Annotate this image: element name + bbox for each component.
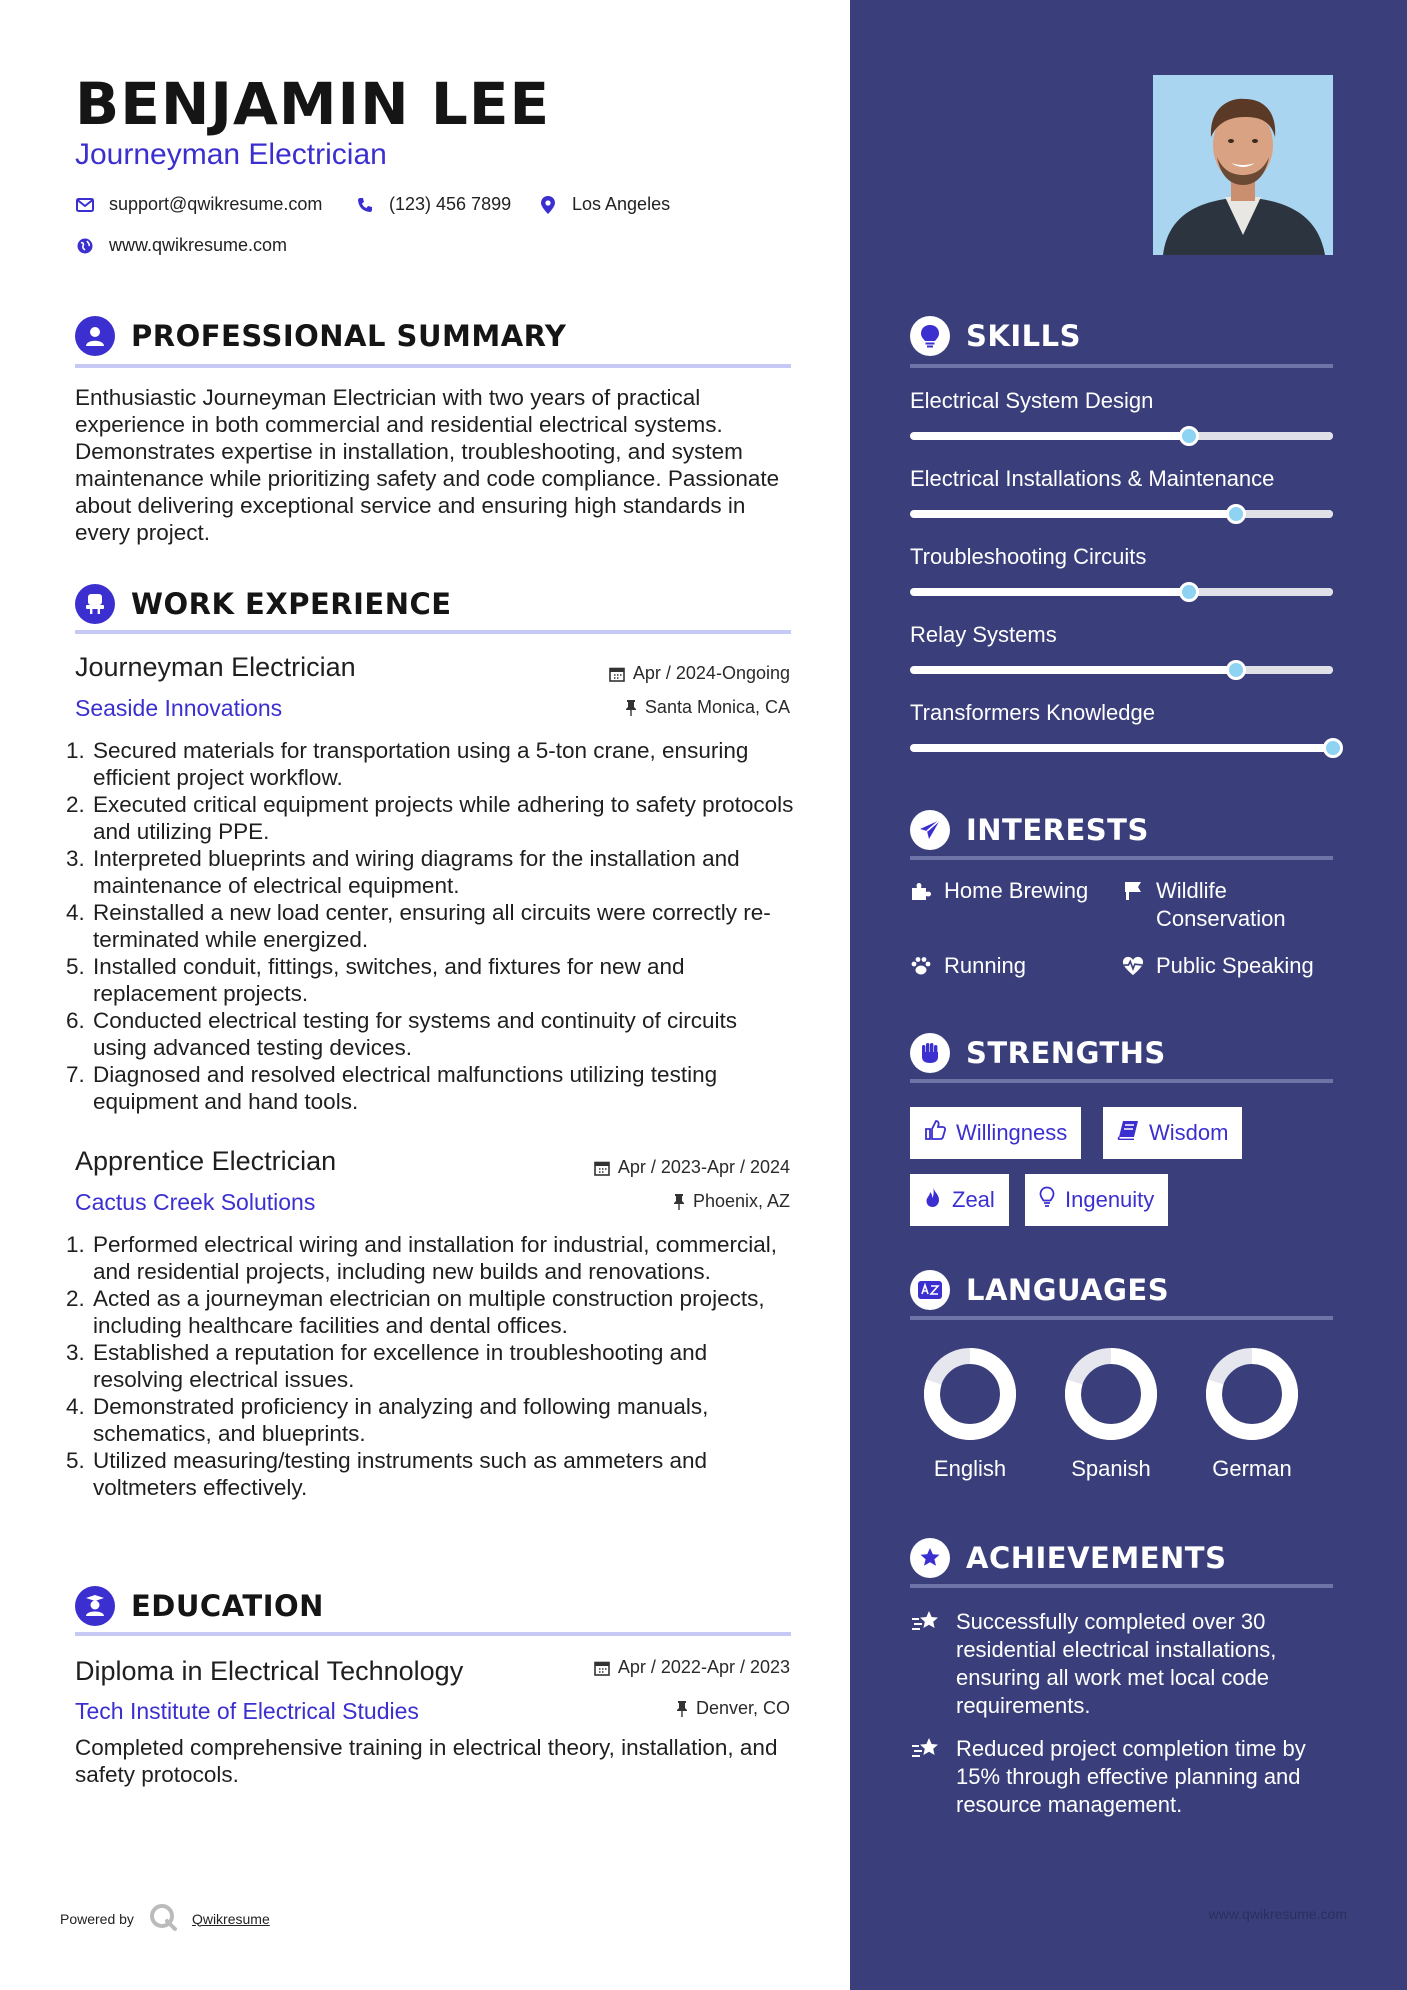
school-name: Tech Institute of Electrical Studies [75, 1698, 419, 1724]
achievement-text: Reduced project completion time by 15% through effective planning and resource management. [956, 1736, 1306, 1817]
skill-level-bar [910, 588, 1333, 596]
list-item: 2. Executed critical equipment projects while adhering to safety protocols and utilizing PPE. [66, 792, 794, 844]
powered-by [60, 1902, 270, 1935]
contact-location [538, 194, 670, 215]
experience-heading [75, 584, 452, 624]
achievement-text: Successfully completed over 30 residential electrical installations, ensuring all work met local code requirements. [956, 1609, 1277, 1718]
flame-icon [924, 1186, 942, 1214]
skills-heading [910, 316, 1081, 356]
chair-icon [75, 584, 115, 624]
qwikresume-logo-icon [148, 1902, 178, 1935]
skill-label: Electrical System Design [910, 388, 1154, 413]
translate-icon [910, 1270, 950, 1310]
paper-plane-icon [910, 810, 950, 850]
location-text: Los Angeles [572, 194, 671, 214]
education-description: Completed comprehensive training in electrical theory, installation, and safety protocols. [75, 1735, 778, 1787]
education-location [676, 1698, 790, 1719]
list-item: 5. Installed conduit, fittings, switches, and fixtures for new and replacement projects. [66, 954, 685, 1006]
candidate-name: BENJAMIN LEE [75, 70, 551, 138]
skill-level-knob [1323, 738, 1343, 758]
strength-label: Zeal [952, 1187, 995, 1212]
strength-tag [910, 1107, 1081, 1159]
strength-label: Ingenuity [1065, 1187, 1155, 1212]
interest-label: Home Brewing [944, 878, 1089, 903]
list-item: 3. Interpreted blueprints and wiring diagrams for the installation and maintenance of electrical equipment. [66, 846, 740, 898]
job-bullets [66, 1231, 796, 1501]
star-badge-icon [910, 1538, 950, 1578]
calendar-icon [594, 1160, 610, 1176]
skill-label: Electrical Installations & Maintenance [910, 466, 1275, 491]
job-dates [609, 663, 790, 684]
list-item: 1. Secured materials for transportation using a 5-ton crane, ensuring efficient project workflow. [66, 738, 749, 790]
experience-divider [75, 630, 791, 634]
lightbulb-icon [1039, 1186, 1055, 1214]
language-label: English [933, 1456, 1007, 1481]
list-item: 4. Reinstalled a new load center, ensuring all circuits were correctly re-terminated while energized. [66, 900, 771, 952]
interest-label: Public Speaking [1156, 953, 1314, 978]
education-location-text: Denver, CO [695, 1698, 790, 1718]
languages-heading [910, 1270, 1169, 1310]
profile-photo [1153, 75, 1333, 255]
languages-divider [910, 1316, 1333, 1320]
language-item [1056, 1344, 1166, 1482]
skill-bar-remainder [1189, 588, 1333, 596]
strength-tag [1025, 1174, 1168, 1226]
strength-label: Wisdom [1149, 1120, 1229, 1145]
skill-label: Transformers Knowledge [910, 700, 1155, 725]
website-text: www.qwikresume.com [109, 235, 288, 255]
contact-website[interactable] [75, 235, 287, 256]
paw-icon [910, 952, 932, 980]
job-company: Seaside Innovations [75, 695, 283, 721]
job-location [625, 697, 790, 718]
lightbulb-icon [910, 316, 950, 356]
job-title: Apprentice Electrician [75, 1146, 337, 1176]
list-item: 5. Utilized measuring/testing instruments such as ammeters and voltmeters effectively. [66, 1448, 708, 1500]
shooting-star-icon [910, 1608, 942, 1636]
experience-title: WORK EXPERIENCE [131, 587, 452, 621]
footer-url[interactable]: www.qwikresume.com [1208, 1906, 1347, 1922]
language-label: German [1212, 1456, 1292, 1481]
globe-icon [75, 236, 95, 256]
list-item: 7. Diagnosed and resolved electrical malfunctions utilizing testing equipment and hand tools. [66, 1062, 718, 1114]
language-item [915, 1344, 1025, 1482]
skill-label: Relay Systems [910, 622, 1057, 647]
language-level-ring [920, 1344, 1020, 1444]
powered-by-label: Powered by [60, 1910, 134, 1927]
flag-icon [1122, 877, 1144, 905]
achievement-item [910, 1735, 1330, 1819]
language-level-ring [1202, 1344, 1302, 1444]
job-location-text: Santa Monica, CA [644, 697, 790, 717]
graduate-icon [75, 1586, 115, 1626]
candidate-title: Journeyman Electrician [75, 138, 387, 171]
job-title: Journeyman Electrician [75, 652, 356, 682]
skills-title: SKILLS [966, 319, 1081, 353]
interest-item [910, 877, 1088, 905]
book-icon [1117, 1120, 1139, 1146]
list-item: 3. Established a reputation for excellence in troubleshooting and resolving electrical issues. [66, 1340, 708, 1392]
strengths-heading [910, 1033, 1166, 1073]
interest-label: Wildlife Conservation [1156, 878, 1286, 931]
pushpin-icon [625, 700, 637, 716]
pushpin-icon [673, 1194, 685, 1210]
skill-level-bar [910, 432, 1333, 440]
job-location-text: Phoenix, AZ [692, 1191, 790, 1211]
thumbs-up-icon [924, 1119, 946, 1147]
puzzle-icon [910, 877, 932, 905]
strengths-divider [910, 1079, 1333, 1083]
interests-heading [910, 810, 1149, 850]
strength-label: Willingness [956, 1120, 1068, 1145]
education-dates [594, 1657, 790, 1678]
achievements-heading [910, 1538, 1226, 1578]
achievement-item [910, 1608, 1330, 1720]
job-dates-text: Apr / 2023-Apr / 2024 [617, 1157, 790, 1177]
heartbeat-icon [1122, 952, 1144, 980]
skill-level-bar [910, 666, 1333, 674]
shooting-star-icon [910, 1735, 942, 1763]
interest-label: Running [944, 953, 1026, 978]
job-bullets [66, 737, 796, 1115]
job-location [673, 1191, 790, 1212]
skill-level-bar [910, 744, 1333, 752]
calendar-icon [609, 666, 625, 682]
brand-link[interactable]: Qwikresume [191, 1910, 270, 1927]
job-dates [594, 1157, 790, 1178]
envelope-icon [75, 195, 95, 215]
interests-divider [910, 856, 1333, 860]
interests-title: INTERESTS [966, 813, 1149, 847]
interest-item [1122, 952, 1314, 980]
language-label: Spanish [1071, 1456, 1151, 1481]
education-divider [75, 1632, 791, 1636]
interest-item [1122, 877, 1342, 933]
map-marker-icon [538, 195, 558, 215]
user-icon [75, 316, 115, 356]
summary-text: Enthusiastic Journeyman Electrician with two years of practical experience in both commercial and residential electrical systems. Demonstrates expertise in installation, troubleshooting, and system maintenance while prioritizing safety and code compliance. Passionate about delivering exceptional service and ensuring high standards in every project. [75, 385, 780, 545]
interest-item [910, 952, 1026, 980]
phone-text: (123) 456 7899 [389, 194, 512, 214]
summary-heading [75, 316, 566, 356]
language-level-ring [1061, 1344, 1161, 1444]
email-text: support@qwikresume.com [109, 194, 323, 214]
skill-level-knob [1226, 660, 1246, 680]
language-item [1197, 1344, 1307, 1482]
skill-label: Troubleshooting Circuits [910, 544, 1147, 569]
strengths-title: STRENGTHS [966, 1036, 1166, 1070]
phone-icon [355, 195, 375, 215]
calendar-icon [594, 1660, 610, 1676]
list-item: 6. Conducted electrical testing for systems and continuity of circuits using advanced testing devices. [66, 1008, 738, 1060]
education-title: EDUCATION [131, 1589, 324, 1623]
contact-phone[interactable] [355, 194, 511, 215]
job-dates-text: Apr / 2024-Ongoing [632, 663, 790, 683]
skills-divider [910, 364, 1333, 368]
languages-title: LANGUAGES [966, 1273, 1170, 1307]
contact-email[interactable] [75, 194, 322, 215]
achievements-title: ACHIEVEMENTS [966, 1541, 1227, 1575]
list-item: 2. Acted as a journeyman electrician on multiple construction projects, including healthcare facilities and dental offices. [66, 1286, 765, 1338]
skill-level-bar [910, 510, 1333, 518]
summary-title: PROFESSIONAL SUMMARY [131, 319, 567, 353]
strength-tag [1103, 1107, 1242, 1159]
list-item: 1. Performed electrical wiring and installation for industrial, commercial, and residential projects, including new builds and renovations. [66, 1232, 778, 1284]
summary-divider [75, 364, 791, 368]
skill-bar-remainder [1236, 510, 1333, 518]
degree-title: Diploma in Electrical Technology [75, 1656, 464, 1686]
achievements-divider [910, 1584, 1333, 1588]
list-item: 4. Demonstrated proficiency in analyzing and following manuals, schematics, and blueprints. [66, 1394, 709, 1446]
education-heading [75, 1586, 324, 1626]
skill-level-knob [1226, 504, 1246, 524]
skill-bar-remainder [1236, 666, 1333, 674]
education-dates-text: Apr / 2022-Apr / 2023 [617, 1657, 790, 1677]
pushpin-icon [676, 1701, 688, 1717]
strength-tag [910, 1174, 1009, 1226]
skill-bar-remainder [1189, 432, 1333, 440]
job-company: Cactus Creek Solutions [75, 1189, 316, 1215]
fist-icon [910, 1033, 950, 1073]
